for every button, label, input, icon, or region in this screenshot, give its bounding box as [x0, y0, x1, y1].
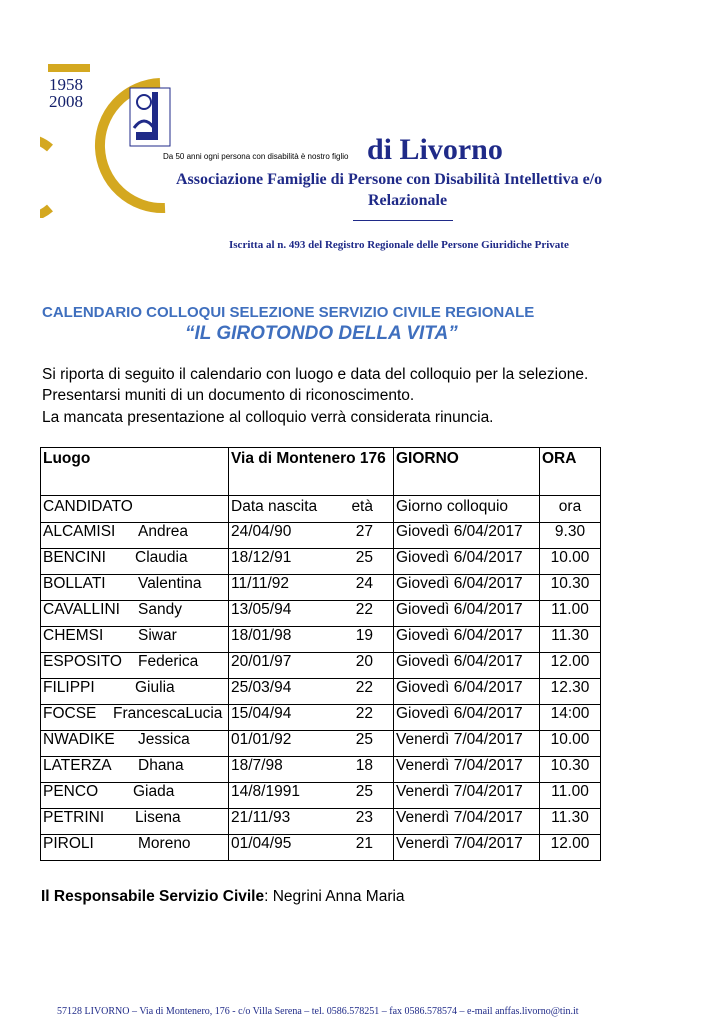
birth-date: 18/12/91: [231, 549, 292, 566]
interview-day: Giovedì 6/04/2017: [394, 653, 540, 679]
birth-age-cell: [229, 731, 394, 757]
registry-note: Iscritta al n. 493 del Registro Regionale delle Persone Giuridiche Private: [229, 239, 569, 251]
candidate-name: Giada: [133, 783, 175, 800]
candidate-name: Giulia: [135, 679, 175, 696]
interview-schedule-table: [40, 447, 601, 861]
interview-day: Giovedì 6/04/2017: [394, 549, 540, 575]
interview-time: 12.00: [540, 653, 601, 679]
candidate-surname: PETRINI: [43, 809, 105, 826]
intro-line: Presentarsi muniti di un documento di riconoscimento.: [42, 387, 415, 404]
candidate-surname: BOLLATI: [43, 575, 106, 592]
table-row: [41, 705, 601, 731]
age: 19: [355, 627, 373, 644]
table-body: [41, 523, 601, 861]
table-row: [41, 731, 601, 757]
age: 18: [355, 757, 373, 774]
interview-day: Venerdì 7/04/2017: [394, 835, 540, 861]
table-row: [41, 575, 601, 601]
candidate-surname: NWADIKE: [43, 731, 115, 748]
subheader-age: età: [351, 498, 373, 515]
table-subheader-row: [41, 496, 601, 523]
age: 27: [355, 523, 373, 540]
header-day: GIORNO: [394, 448, 540, 496]
candidate-cell: [41, 601, 229, 627]
interview-day: Giovedì 6/04/2017: [394, 523, 540, 549]
candidate-surname: PIROLI: [43, 835, 94, 852]
birth-age-cell: [229, 523, 394, 549]
candidate-name: Claudia: [135, 549, 188, 566]
table-row: [41, 523, 601, 549]
candidate-cell: [41, 627, 229, 653]
candidate-cell: [41, 575, 229, 601]
birth-date: 20/01/97: [231, 653, 292, 670]
age: 20: [355, 653, 373, 670]
birth-age-cell: [229, 549, 394, 575]
table-row: [41, 653, 601, 679]
subheader-birth-age: [229, 496, 394, 523]
candidate-surname: BENCINI: [43, 549, 106, 566]
table-row: [41, 783, 601, 809]
interview-time: 9.30: [540, 523, 601, 549]
candidate-name: Siwar: [138, 627, 177, 644]
candidate-name: FrancescaLucia: [113, 705, 223, 722]
age: 25: [355, 549, 373, 566]
birth-date: 24/04/90: [231, 523, 292, 540]
subheader-birth: Data nascita: [231, 498, 318, 515]
age: 21: [355, 835, 373, 852]
interview-day: Giovedì 6/04/2017: [394, 679, 540, 705]
age: 22: [355, 601, 373, 618]
interview-day: Giovedì 6/04/2017: [394, 705, 540, 731]
association-name-line2: Relazionale: [368, 192, 448, 209]
birth-date: 25/03/94: [231, 679, 292, 696]
birth-age-cell: [229, 783, 394, 809]
interview-time: 11.30: [540, 627, 601, 653]
association-name-line1: Associazione Famiglie di Persone con Disabilità Intellettiva e/o: [176, 171, 603, 188]
logo-year-end: 2008: [49, 92, 83, 111]
header-divider: [353, 220, 453, 221]
candidate-surname: CHEMSI: [43, 627, 104, 644]
candidate-cell: [41, 523, 229, 549]
interview-day: Giovedì 6/04/2017: [394, 575, 540, 601]
table-row: [41, 679, 601, 705]
candidate-cell: [41, 731, 229, 757]
header-time: ORA: [540, 448, 601, 496]
birth-date: 11/11/92: [231, 575, 290, 592]
age: 22: [355, 705, 373, 722]
birth-date: 18/7/98: [231, 757, 283, 774]
interview-time: 10.30: [540, 575, 601, 601]
interview-time: 11.00: [540, 601, 601, 627]
birth-age-cell: [229, 757, 394, 783]
birth-age-cell: [229, 835, 394, 861]
candidate-cell: [41, 653, 229, 679]
candidate-name: Dhana: [138, 757, 184, 774]
birth-date: 21/11/93: [231, 809, 291, 826]
signature-line: Il Responsabile Servizio Civile: Negrini Anna Maria: [41, 888, 405, 905]
header-place-label: Luogo: [41, 448, 229, 496]
candidate-surname: ESPOSITO: [43, 653, 122, 670]
table-row: [41, 757, 601, 783]
candidate-surname: ALCAMISI: [43, 523, 116, 540]
slogan: Da 50 anni ogni persona con disabilità è nostro figlio: [163, 152, 349, 161]
interview-time: 12.00: [540, 835, 601, 861]
intro-line: Si riporta di seguito il calendario con luogo e data del colloquio per la selezione.: [42, 366, 589, 383]
interview-day: Venerdì 7/04/2017: [394, 731, 540, 757]
interview-day: Venerdì 7/04/2017: [394, 809, 540, 835]
table-row: [41, 549, 601, 575]
candidate-surname: LATERZA: [43, 757, 112, 774]
age: 23: [355, 809, 373, 826]
table-header-row: [41, 448, 601, 496]
age: 25: [355, 783, 373, 800]
age: 22: [355, 679, 373, 696]
interview-time: 14:00: [540, 705, 601, 731]
subheader-interview-day: Giorno colloquio: [394, 496, 540, 523]
candidate-name: Moreno: [138, 835, 191, 852]
birth-age-cell: [229, 705, 394, 731]
candidate-name: Sandy: [138, 601, 182, 618]
interview-time: 11.30: [540, 809, 601, 835]
candidate-surname: CAVALLINI: [43, 601, 120, 618]
org-city: di Livorno: [367, 133, 503, 166]
candidate-cell: [41, 679, 229, 705]
age: 25: [355, 731, 373, 748]
table-row: [41, 809, 601, 835]
interview-day: Giovedì 6/04/2017: [394, 601, 540, 627]
footer-address: 57128 LIVORNO – Via di Montenero, 176 - c/o Villa Serena – tel. 0586.578251 – fax 0586.578574 – e-mail anffas.livorno@tin.it: [57, 1006, 579, 1017]
birth-age-cell: [229, 627, 394, 653]
candidate-surname: FOCSE: [43, 705, 97, 722]
table-row: [41, 627, 601, 653]
candidate-name: Valentina: [138, 575, 202, 592]
subheader-candidate: CANDIDATO: [41, 496, 229, 523]
candidate-cell: [41, 783, 229, 809]
interview-day: Giovedì 6/04/2017: [394, 627, 540, 653]
birth-age-cell: [229, 653, 394, 679]
birth-age-cell: [229, 679, 394, 705]
candidate-cell: [41, 549, 229, 575]
interview-time: 11.00: [540, 783, 601, 809]
birth-date: 15/04/94: [231, 705, 292, 722]
intro-line: La mancata presentazione al colloquio verrà considerata rinuncia.: [42, 409, 494, 426]
candidate-name: Lisena: [135, 809, 181, 826]
birth-date: 13/05/94: [231, 601, 292, 618]
candidate-cell: [41, 757, 229, 783]
table-row: [41, 835, 601, 861]
birth-age-cell: [229, 809, 394, 835]
candidate-name: Jessica: [138, 731, 190, 748]
interview-day: Venerdì 7/04/2017: [394, 757, 540, 783]
birth-age-cell: [229, 575, 394, 601]
project-title: “IL GIROTONDO DELLA VITA”: [185, 323, 458, 344]
document-title: CALENDARIO COLLOQUI SELEZIONE SERVIZIO CIVILE REGIONALE: [42, 304, 535, 321]
table-row: [41, 601, 601, 627]
birth-date: 01/04/95: [231, 835, 292, 852]
interview-time: 10.30: [540, 757, 601, 783]
signature-label: Il Responsabile Servizio Civile: [41, 888, 265, 905]
header-place-value: Via di Montenero 176: [229, 448, 394, 496]
candidate-name: Andrea: [138, 523, 188, 540]
signature-name: Negrini Anna Maria: [272, 888, 405, 905]
birth-date: 18/01/98: [231, 627, 292, 644]
birth-date: 14/8/1991: [231, 783, 300, 800]
candidate-surname: PENCO: [43, 783, 99, 800]
interview-day: Venerdì 7/04/2017: [394, 783, 540, 809]
birth-age-cell: [229, 601, 394, 627]
interview-time: 12.30: [540, 679, 601, 705]
candidate-cell: [41, 809, 229, 835]
interview-time: 10.00: [540, 731, 601, 757]
subheader-time: ora: [540, 496, 601, 523]
candidate-name: Federica: [138, 653, 199, 670]
candidate-cell: [41, 835, 229, 861]
logo-year-start: 1958: [49, 75, 83, 94]
birth-date: 01/01/92: [231, 731, 292, 748]
age: 24: [355, 575, 373, 592]
candidate-surname: FILIPPI: [43, 679, 95, 696]
interview-time: 10.00: [540, 549, 601, 575]
candidate-cell: [41, 705, 229, 731]
